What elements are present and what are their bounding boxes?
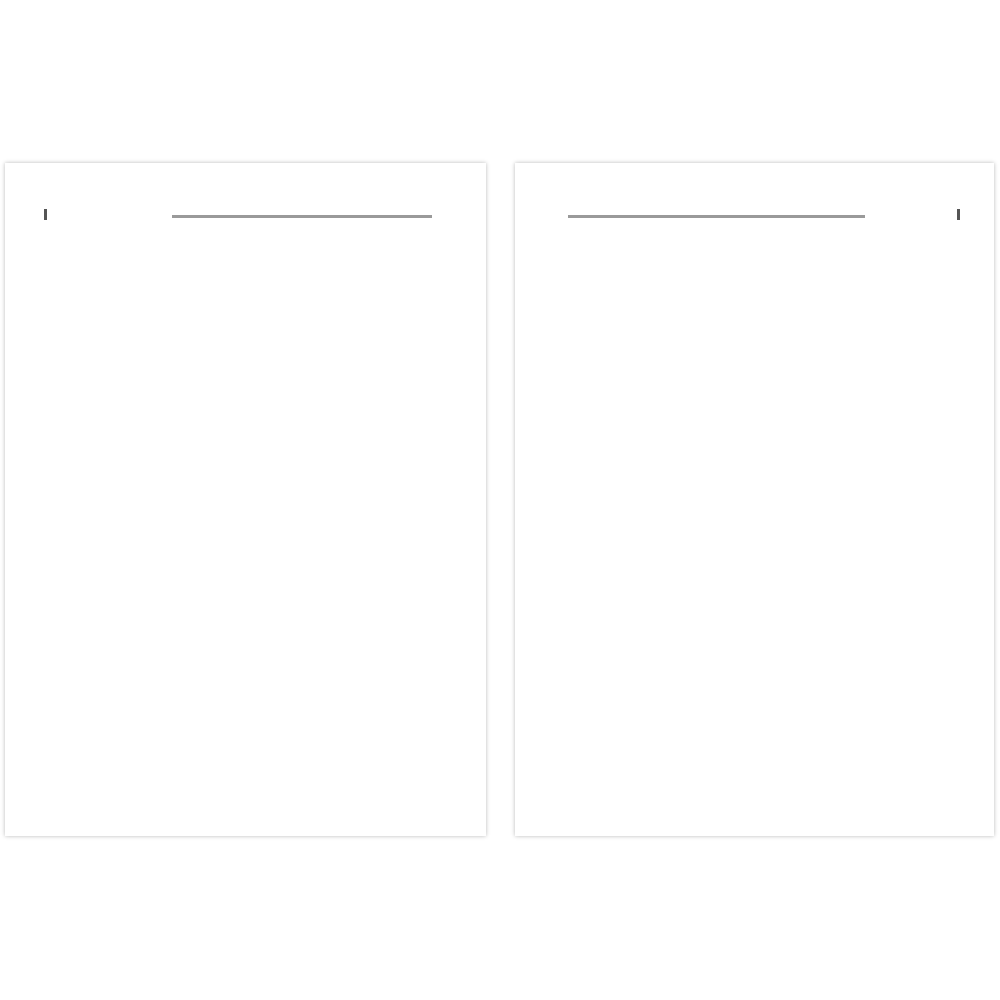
title-rule bbox=[172, 215, 432, 218]
notes-title-rule bbox=[568, 215, 865, 218]
subtitle-marker bbox=[44, 209, 47, 220]
right-page-notes bbox=[515, 163, 994, 836]
notes-subtitle bbox=[951, 209, 960, 220]
spiral-binding-icon bbox=[456, 170, 546, 830]
subtitle-marker bbox=[957, 209, 960, 220]
left-page-planning bbox=[5, 163, 486, 836]
page-subtitle bbox=[44, 209, 53, 220]
